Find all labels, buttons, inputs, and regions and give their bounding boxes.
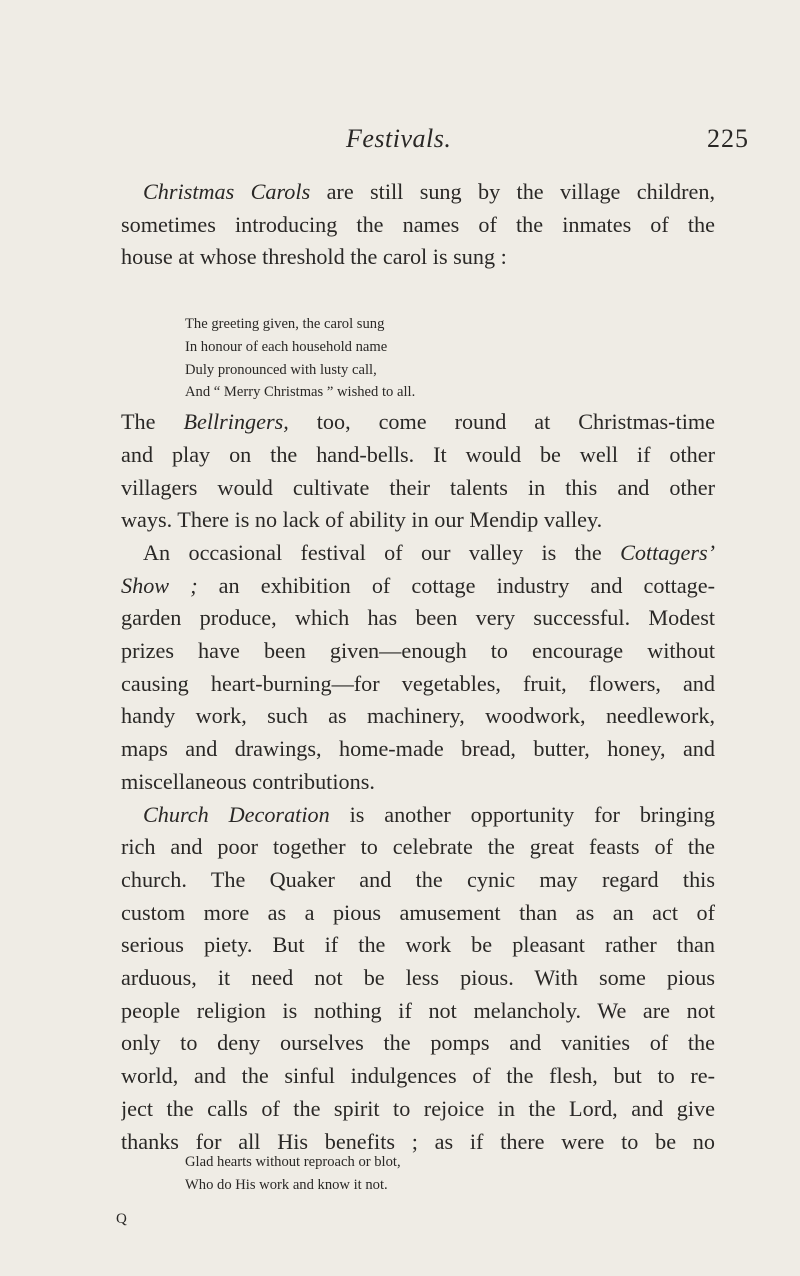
paragraph-4-line: thanks for all His benefits ; as if there were to be no	[121, 1128, 715, 1154]
running-title: Festivals.	[346, 124, 452, 153]
paragraph-4-line: people religion is nothing if not melancholy. We are not	[121, 997, 715, 1023]
paragraph-3-line: maps and drawings, home-made bread, butter, honey, and	[121, 736, 715, 762]
verse-quotation-2	[185, 1151, 401, 1197]
paragraph-4-line: Church Decoration is another opportunity for bringing	[143, 801, 715, 827]
verse-line: And “ Merry Christmas ” wished to all.	[185, 384, 416, 401]
running-head	[0, 124, 800, 158]
paragraph-2-line: and play on the hand-bells. It would be well if other	[121, 441, 715, 467]
paragraph-4-line: custom more as a pious amusement than as an act of	[121, 899, 715, 925]
paragraph-3-line: An occasional festival of our valley is the Cottagers’	[143, 539, 715, 565]
verse-line: The greeting given, the carol sung	[185, 316, 385, 332]
paragraph-2-line: villagers would cultivate their talents in this and other	[121, 474, 715, 500]
paragraph-4-line: church. The Quaker and the cynic may regard this	[121, 866, 715, 892]
paragraph-2-line: The Bellringers, too, come round at Christmas-time	[121, 409, 715, 435]
verse-line: Glad hearts without reproach or blot,	[185, 1154, 401, 1170]
paragraph-4-line: serious piety. But if the work be pleasant rather than	[121, 932, 715, 958]
paragraph-3-line: garden produce, which has been very successful. Modest	[121, 605, 715, 631]
paragraph-4-line: world, and the sinful indulgences of the flesh, but to re-	[121, 1063, 715, 1089]
paragraph-4-line: ject the calls of the spirit to rejoice in the Lord, and give	[121, 1095, 715, 1121]
verse-line: Duly pronounced with lusty call,	[185, 361, 377, 378]
paragraph-3-line: handy work, such as machinery, woodwork, needlework,	[121, 703, 715, 729]
paragraph-3-line: prizes have been given—enough to encourage without	[121, 638, 715, 664]
paragraph-3-line: miscellaneous contributions.	[121, 768, 375, 794]
paragraph-1-line: sometimes introducing the names of the inmates of the	[121, 211, 715, 237]
page-number: 225	[707, 124, 749, 153]
paragraph-3-line: Show ; an exhibition of cottage industry and cottage-	[121, 572, 715, 598]
paragraph-4-line: only to deny ourselves the pomps and vanities of the	[121, 1030, 715, 1056]
signature-mark: Q	[116, 1211, 127, 1227]
paragraph-4-line: rich and poor together to celebrate the great feasts of the	[121, 834, 715, 860]
paragraph-3-line: causing heart-burning—for vegetables, fruit, flowers, and	[121, 670, 715, 696]
paragraph-1-line: Christmas Carols are still sung by the village children,	[143, 179, 715, 204]
verse-quotation-1	[185, 313, 415, 404]
paragraph-2-line: ways. There is no lack of ability in our Mendip valley.	[121, 507, 603, 533]
verse-line: In honour of each household name	[185, 338, 388, 355]
verse-line: Who do His work and know it not.	[185, 1176, 388, 1193]
paragraph-1-line: house at whose threshold the carol is sung :	[121, 244, 507, 270]
paragraph-4-line: arduous, it need not be less pious. With some pious	[121, 965, 715, 991]
